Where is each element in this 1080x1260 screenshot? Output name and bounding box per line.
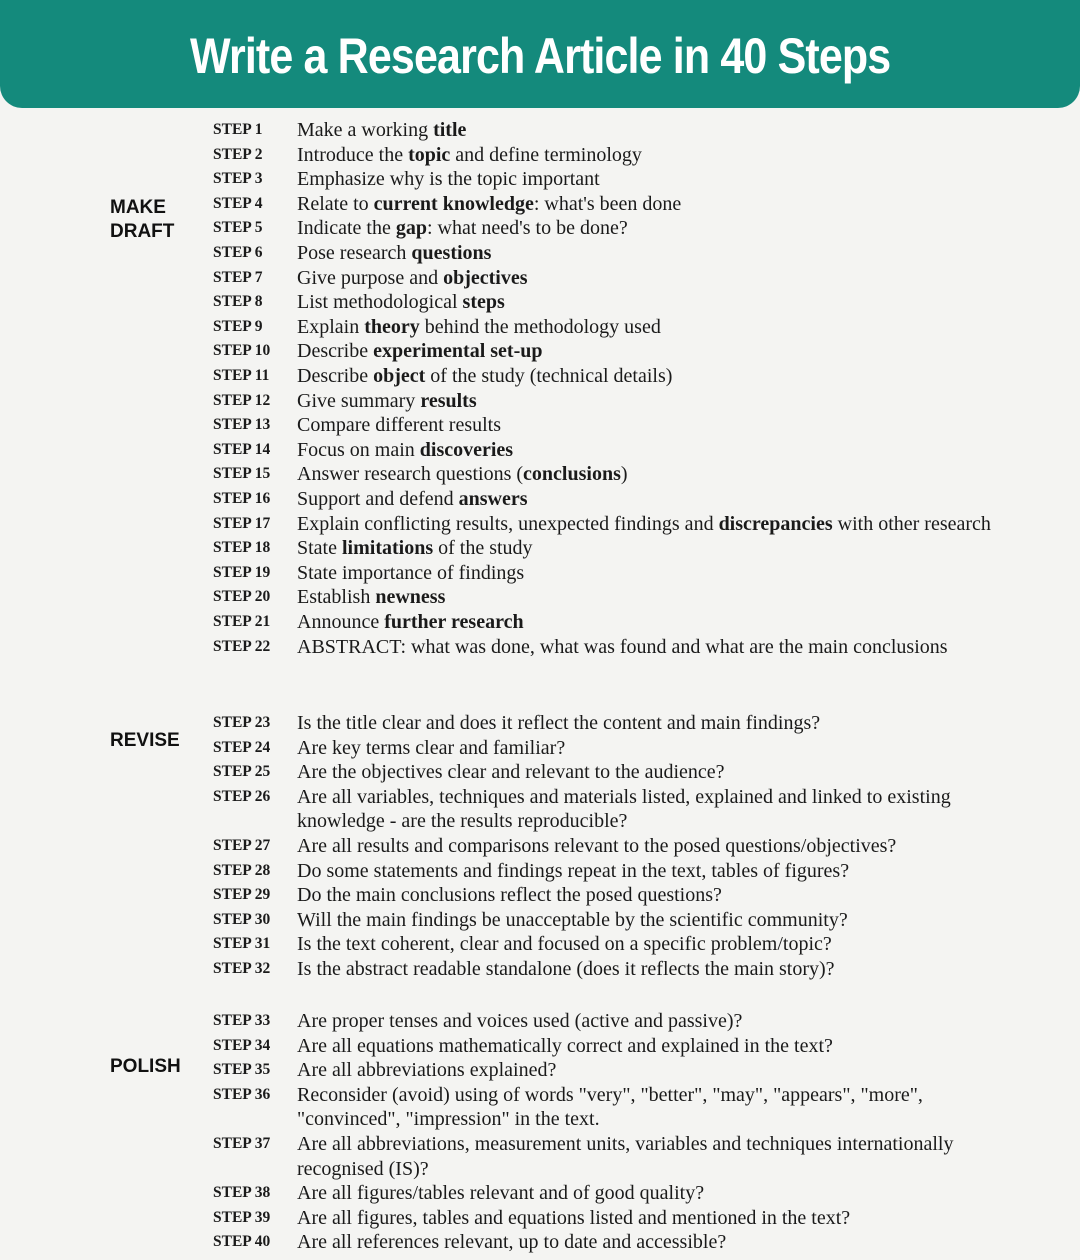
step-keyword: objectives [443, 266, 528, 289]
step-number: STEP 21 [213, 613, 271, 630]
step-phrase: Are key terms clear and familiar? [297, 736, 566, 759]
step-phrase: of the study (technical details) [425, 365, 673, 387]
section-label-polish [110, 1055, 181, 1079]
step-number: STEP 26 [213, 787, 271, 805]
step-text [297, 711, 1017, 736]
step-text [297, 266, 1017, 291]
step-text [297, 339, 1017, 364]
step-phrase: Make a working [297, 119, 434, 141]
step-phrase: State importance of findings [297, 561, 525, 584]
step-text [297, 241, 1017, 266]
step-number: STEP 34 [213, 1036, 271, 1054]
step-text [297, 1206, 1017, 1231]
step-keyword: experimental set-up [373, 340, 543, 363]
step-phrase: with other research [832, 512, 991, 535]
step-text [297, 315, 1017, 340]
step-phrase: Compare different results [297, 414, 502, 437]
step-phrase: Explain [297, 315, 365, 338]
step-phrase: Support and defend [297, 488, 459, 510]
step-number: STEP 33 [213, 1012, 271, 1029]
step-phrase: Are all figures, tables and equations listed and mentioned in the text? [297, 1206, 851, 1229]
step-phrase: : what's been done [533, 192, 682, 215]
step-text [297, 760, 1017, 785]
step-keyword: limitations [342, 537, 434, 560]
step-text [297, 585, 1017, 610]
step-keyword: discoveries [419, 438, 514, 461]
step-text [297, 610, 1017, 635]
step-text [297, 785, 1017, 834]
step-text [297, 635, 1017, 660]
step-phrase: Describe [297, 340, 374, 363]
step-number: STEP 27 [213, 837, 271, 854]
step-text [297, 389, 1017, 414]
section-label-line: DRAFT [110, 221, 175, 242]
step-phrase: ) [620, 463, 628, 486]
step-number: STEP 31 [213, 935, 271, 953]
step-text [297, 438, 1017, 463]
step-text [297, 1009, 1017, 1034]
step-text [297, 834, 1017, 859]
section-label-make-draft [110, 196, 174, 244]
step-text [297, 1083, 1017, 1132]
step-text [297, 883, 1017, 908]
step-phrase: Is the title clear and does it reflect the content and main findings? [297, 712, 821, 734]
step-phrase: and define terminology [450, 143, 642, 166]
step-phrase: ABSTRACT: what was done, what was found and what are the main conclusions [297, 635, 948, 658]
step-number: STEP 30 [213, 910, 271, 928]
step-phrase: Pose research [297, 242, 412, 264]
step-phrase: Are all variables, techniques and materials listed, explained and linked to existing knowledge - are the results reproducible? [297, 785, 951, 833]
step-number: STEP 10 [213, 342, 271, 360]
step-text [297, 1058, 1017, 1083]
step-number: STEP 38 [213, 1184, 271, 1202]
step-text [297, 536, 1017, 561]
section-label-line: POLISH [110, 1056, 181, 1077]
step-phrase: Give purpose and [297, 266, 444, 289]
step-number: STEP 37 [213, 1135, 271, 1152]
step-phrase: Give summary [297, 389, 421, 412]
step-phrase: Is the abstract readable standalone (does it reflects the main story)? [297, 958, 835, 980]
step-phrase: Emphasize why is the topic important [297, 168, 600, 191]
step-number: STEP 39 [213, 1208, 271, 1226]
step-number: STEP 13 [213, 416, 271, 434]
step-text [297, 957, 1017, 982]
step-number: STEP 22 [213, 637, 271, 655]
step-phrase: Is the text coherent, clear and focused on a specific problem/topic? [297, 933, 832, 956]
step-number: STEP 36 [213, 1085, 271, 1103]
step-text [297, 1034, 1017, 1059]
step-phrase: Establish [297, 586, 376, 609]
step-phrase: Introduce the [297, 143, 409, 166]
step-text [297, 167, 1017, 192]
step-phrase: Describe [297, 365, 374, 387]
step-number: STEP 4 [213, 194, 263, 212]
step-phrase: Announce [297, 611, 385, 633]
step-keyword: further research [384, 611, 524, 633]
step-phrase: Are all results and comparisons relevant to the posed questions/objectives? [297, 835, 897, 857]
step-text [297, 487, 1017, 512]
step-number: STEP 6 [213, 244, 263, 261]
step-keyword: object [373, 365, 426, 387]
step-keyword: theory [364, 315, 420, 338]
page-title: Write a Research Article in 40 Steps [189, 28, 891, 84]
step-text [297, 413, 1017, 438]
step-text [297, 290, 1017, 315]
section-label-line: MAKE [110, 197, 166, 218]
step-phrase: Answer research questions ( [297, 463, 524, 486]
step-phrase: Are all equations mathematically correct and explained in the text? [297, 1034, 833, 1057]
step-text [297, 192, 1017, 217]
step-number: STEP 11 [213, 367, 270, 384]
step-phrase: Explain conflicting results, unexpected findings and [297, 512, 719, 535]
step-keyword: topic [408, 143, 451, 166]
step-phrase: : what need's to be done? [426, 217, 628, 240]
step-phrase: Are all figures/tables relevant and of good quality? [297, 1182, 705, 1205]
step-keyword: current knowledge [373, 192, 534, 215]
step-text [297, 908, 1017, 933]
step-text [297, 1132, 1017, 1181]
step-phrase: Are proper tenses and voices used (active and passive)? [297, 1010, 743, 1032]
step-phrase: behind the methodology used [419, 315, 661, 338]
step-keyword: conclusions [523, 463, 621, 486]
step-keyword: gap [395, 217, 427, 240]
step-text [297, 143, 1017, 168]
step-phrase: Are all abbreviations, measurement units, variables and techniques internationally recognised (IS)? [297, 1133, 954, 1180]
step-number: STEP 25 [213, 763, 271, 781]
step-number: STEP 20 [213, 588, 271, 606]
step-number: STEP 16 [213, 490, 271, 507]
step-text [297, 1181, 1017, 1206]
step-text [297, 364, 1017, 389]
step-keyword: results [420, 389, 477, 412]
step-number: STEP 2 [213, 145, 263, 163]
step-number: STEP 40 [213, 1233, 271, 1251]
step-phrase: Are all references relevant, up to date and accessible? [297, 1231, 727, 1254]
step-phrase: Do the main conclusions reflect the posed questions? [297, 884, 722, 907]
step-number: STEP 19 [213, 563, 271, 581]
step-number: STEP 12 [213, 391, 271, 409]
step-keyword: newness [375, 586, 446, 609]
step-keyword: questions [411, 242, 492, 264]
step-number: STEP 18 [213, 539, 271, 557]
step-phrase: of the study [433, 537, 533, 560]
step-text [297, 736, 1017, 761]
step-number: STEP 23 [213, 714, 271, 731]
step-text [297, 561, 1017, 586]
step-phrase: Do some statements and findings repeat in the text, tables of figures? [297, 859, 850, 882]
step-number: STEP 8 [213, 293, 263, 311]
step-number: STEP 1 [213, 121, 263, 138]
step-text [297, 462, 1017, 487]
step-number: STEP 5 [213, 219, 263, 237]
step-number: STEP 15 [213, 465, 271, 483]
step-text [297, 932, 1017, 957]
step-phrase: Will the main findings be unacceptable by the scientific community? [297, 908, 848, 931]
title-banner [0, 0, 1080, 108]
step-number: STEP 7 [213, 268, 263, 286]
step-number: STEP 29 [213, 886, 271, 904]
step-phrase: Relate to [297, 192, 374, 215]
step-phrase: State [297, 537, 342, 560]
step-phrase: Are all abbreviations explained? [297, 1059, 557, 1082]
step-phrase: List methodological [297, 291, 463, 314]
step-text [297, 118, 1017, 143]
step-text [297, 859, 1017, 884]
step-text [297, 1230, 1017, 1255]
step-number: STEP 17 [213, 514, 271, 532]
step-number: STEP 28 [213, 861, 271, 879]
step-number: STEP 9 [213, 317, 263, 335]
step-phrase: Reconsider (avoid) using of words "very", "better", "may", "appears", "more", "convinced", "impression" in the text. [297, 1083, 923, 1131]
step-text [297, 512, 1017, 537]
step-number: STEP 32 [213, 960, 271, 977]
step-keyword: answers [458, 488, 528, 510]
step-number: STEP 3 [213, 170, 263, 188]
step-phrase: Are the objectives clear and relevant to the audience? [297, 761, 725, 784]
step-number: STEP 35 [213, 1061, 271, 1079]
section-label-line: REVISE [110, 730, 180, 751]
step-phrase: Indicate the [297, 217, 396, 240]
step-phrase: Focus on main [297, 438, 420, 461]
step-text [297, 216, 1017, 241]
step-keyword: title [433, 119, 467, 141]
step-keyword: steps [462, 291, 505, 314]
section-label-revise [110, 729, 180, 753]
step-number: STEP 24 [213, 738, 271, 756]
step-keyword: discrepancies [718, 512, 833, 535]
step-number: STEP 14 [213, 440, 271, 458]
